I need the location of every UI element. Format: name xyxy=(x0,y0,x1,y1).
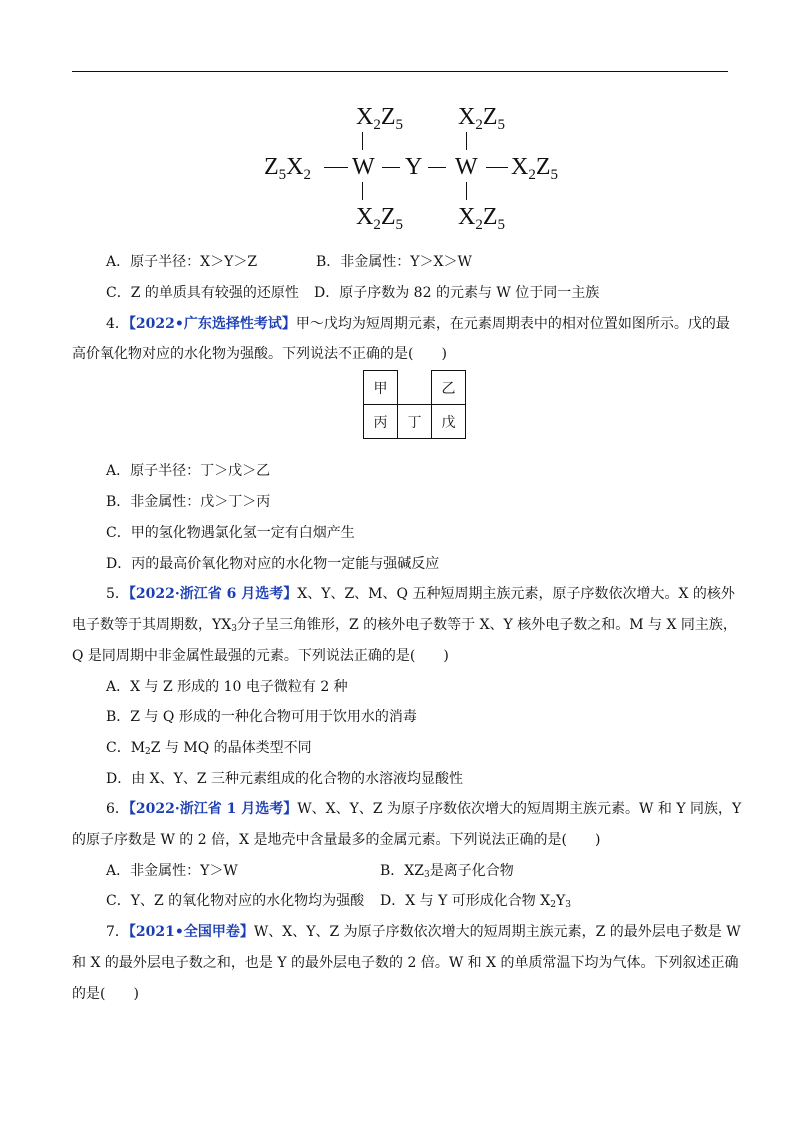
cell-jia: 甲 xyxy=(364,371,398,405)
atom-w1: W xyxy=(352,154,375,180)
q5-source-tag: 【2022·浙江省 6 月选考】 xyxy=(128,586,298,602)
bond-right xyxy=(486,167,508,168)
q5-option-d: D．由 X、Y、Z 三种元素组成的化合物的水溶液均显酸性 xyxy=(106,771,464,787)
atom-w2: W xyxy=(455,154,478,180)
q4-source-tag: 【2022•广东选择性考试】 xyxy=(128,316,296,332)
q5-stem-1: X、Y、Z、M、Q 五种短周期主族元素，原子序数依次增大。X 的核外 xyxy=(297,586,735,602)
bond-bottom-left xyxy=(362,182,363,200)
q6-option-a: A．非金属性：Y＞W xyxy=(106,863,238,879)
q6-option-b-post: 是离子化合物 xyxy=(429,863,514,879)
q5-stem-2-subscript: 3 xyxy=(231,624,237,634)
q6-option-c: C．Y、Z 的氧化物对应的水化物均为强酸 xyxy=(106,893,365,909)
q6-option-b-pre: B．XZ xyxy=(380,863,424,879)
q3-option-a: A．原子半径：X＞Y＞Z xyxy=(106,254,258,270)
q4-number: 4． xyxy=(106,316,129,332)
q5-option-c-subscript: 2 xyxy=(145,747,151,757)
q6-stem-line-1 xyxy=(106,799,741,819)
q6-option-d-pre: D．X 与 Y 可形成化合物 X xyxy=(380,893,551,909)
q6-option-d-subscript-2: 3 xyxy=(565,900,571,910)
header-rule xyxy=(72,71,728,72)
q4-stem-line-1 xyxy=(106,314,730,334)
q6-option-b xyxy=(380,861,514,885)
bond-left xyxy=(324,167,348,168)
bond-top-right xyxy=(466,132,467,150)
q6-stem-line-2: 的原子序数是 W 的 2 倍，X 是地壳中含量最多的金属元素。下列说法正确的是( ) xyxy=(72,832,601,848)
q5-stem-line-1 xyxy=(106,584,735,604)
q5-option-c-pre: C．M xyxy=(106,740,146,756)
q6-number: 6． xyxy=(106,801,129,817)
q3-option-d: D．原子序数为 82 的元素与 W 位于同一主族 xyxy=(314,285,600,301)
periodic-table-fragment xyxy=(363,370,466,439)
formula-top-left: $X_2Z_5$ xyxy=(356,104,404,133)
q5-stem-2b: 分子呈三角锥形，Z 的核外电子数等于 X、Y 核外电子数之和。M 与 X 同主族， xyxy=(236,617,737,633)
q4-stem-line-2: 高价氧化物对应的水化物为强酸。下列说法不正确的是( ) xyxy=(72,346,447,362)
q5-stem-2a: 电子数等于其周期数，YX xyxy=(72,617,232,633)
cell-wu: 戊 xyxy=(432,405,466,439)
q3-option-b: B．非金属性：Y＞X＞W xyxy=(316,254,472,270)
bond-bottom-right xyxy=(466,182,467,200)
q6-stem-1: W、X、Y、Z 为原子序数依次增大的短周期主族元素。W 和 Y 同族，Y xyxy=(297,801,742,817)
bond-w-y xyxy=(382,167,400,168)
q4-stem-1: 甲～戊均为短周期元素，在元素周期表中的相对位置如图所示。戊的最 xyxy=(295,316,730,332)
q4-option-d: D．丙的最高价氧化物对应的水化物一定能与强碱反应 xyxy=(106,556,440,572)
q7-number: 7． xyxy=(106,924,129,940)
q4-option-b: B．非金属性：戊＞丁＞丙 xyxy=(106,494,271,510)
q7-stem-line-1 xyxy=(106,922,741,942)
cell-empty xyxy=(398,371,432,405)
q4-option-c: C．甲的氢化物遇氯化氢一定有白烟产生 xyxy=(106,525,355,541)
formula-top-right: $X_2Z_5$ xyxy=(458,104,506,133)
q4-option-a: A．原子半径：丁＞戊＞乙 xyxy=(106,463,271,479)
q5-option-a: A．X 与 Z 形成的 10 电子微粒有 2 种 xyxy=(106,679,348,695)
atom-y: Y xyxy=(405,154,423,180)
q7-stem-line-3: 的是( ) xyxy=(72,986,139,1002)
q6-option-d-subscript-1: 2 xyxy=(550,900,556,910)
q3-option-c: C．Z 的单质具有较强的还原性 xyxy=(106,285,299,301)
bond-y-w xyxy=(428,167,446,168)
formula-mid-left: $Z_5X_2$ xyxy=(264,154,312,183)
q5-option-b: B．Z 与 Q 形成的一种化合物可用于饮用水的消毒 xyxy=(106,709,417,725)
formula-mid-right: $X_2Z_5$ xyxy=(511,154,559,183)
cell-ding: 丁 xyxy=(398,405,432,439)
cell-bing: 丙 xyxy=(364,405,398,439)
q5-stem-line-3: Q 是同周期中非金属性最强的元素。下列说法正确的是( ) xyxy=(72,648,449,664)
q6-option-d-mid: Y xyxy=(555,893,566,909)
formula-bottom-left: $X_2Z_5$ xyxy=(356,204,404,233)
q5-number: 5． xyxy=(106,586,129,602)
q6-option-b-subscript: 3 xyxy=(423,870,430,880)
q7-stem-line-2: 和 X 的最外层电子数之和，也是 Y 的最外层电子数的 2 倍。W 和 X 的单质常温下均为气体。下列叙述正确 xyxy=(72,955,739,971)
q5-stem-line-2 xyxy=(72,615,737,639)
q7-stem-1: W、X、Y、Z 为原子序数依次增大的短周期主族元素，Z 的最外层电子数是 W xyxy=(253,924,741,940)
q5-option-c-post: Z 与 MQ 的晶体类型不同 xyxy=(150,740,312,756)
q7-source-tag: 【2021•全国甲卷】 xyxy=(128,924,254,940)
q5-option-c xyxy=(106,738,312,762)
q6-option-d xyxy=(380,891,571,915)
q6-source-tag: 【2022·浙江省 1 月选考】 xyxy=(128,801,298,817)
formula-bottom-right: $X_2Z_5$ xyxy=(458,204,506,233)
bond-top-left xyxy=(362,132,363,150)
cell-yi: 乙 xyxy=(432,371,466,405)
